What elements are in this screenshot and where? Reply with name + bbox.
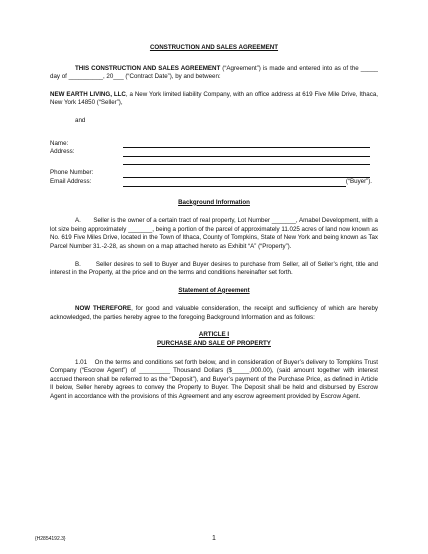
email-field[interactable] — [123, 180, 346, 187]
seller-text: , a New York limited liability Company, with an office address at 619 Five Mile Drive, Ithaca, New York 14850 (“Seller”), — [50, 90, 378, 107]
document-id: {H2854192.3} — [35, 536, 66, 542]
buyer-fields — [50, 140, 378, 187]
phone-label: Phone Number: — [50, 169, 94, 177]
phone-field[interactable] — [123, 171, 370, 178]
page-footer — [35, 536, 393, 542]
name-row — [50, 140, 378, 149]
background-heading: Background Information — [178, 198, 250, 206]
name-field[interactable] — [123, 141, 370, 148]
address-row-2 — [50, 157, 378, 166]
intro-bold-lead: THIS CONSTRUCTION AND SALES AGREEMENT — [75, 64, 221, 72]
email-label: Email Address: — [50, 177, 92, 185]
address-field-line-1[interactable] — [123, 150, 370, 157]
background-para-b: B. Seller desires to sell to Buyer and Buyer desires to purchase from Seller, all of Seller’s right, title and interest in the Property, at the price and on the terms and conditions hereinafter set forth. — [50, 260, 378, 277]
document-title: CONSTRUCTION AND SALES AGREEMENT — [149, 44, 279, 51]
and-text: and — [75, 116, 86, 124]
statement-heading: Statement of Agreement — [178, 286, 250, 294]
article-heading — [50, 331, 378, 348]
statement-text: , for good and valuable consideration, the receipt and sufficiency of which are hereby acknowledged, the parties hereby agree to the foregoing Background Information and as follows: — [50, 305, 379, 321]
address-field-line-2[interactable] — [123, 158, 370, 165]
background-para-a: A. Seller is the owner of a certain tract of real property, Lot Number _______, Amabel Development, with a lot size being approximately _______, being a portion of the parcel of approximately 11.025 acres of land now known as No. 619 Five Miles Drive, located in the Town of Ithaca, County of Tompkins, State of New York and being known as Tax Parcel Number 31.-2-28, as shown on a map attached hereto as Exhibit “A” (“Property”). — [50, 217, 378, 250]
intro-paragraph — [50, 65, 378, 82]
page-number: 1 — [212, 535, 216, 542]
seller-name: NEW EARTH LIVING, LLC — [50, 90, 126, 98]
intro-text: (“Agreement”) is made and entered into as of the _____ day of __________, 20___ (“Contract Date”), by and between: — [50, 64, 378, 81]
seller-paragraph — [50, 91, 378, 108]
buyer-suffix: (“Buyer”). — [345, 177, 372, 185]
article-number: ARTICLE I — [198, 331, 230, 339]
address-label: Address: — [50, 148, 75, 156]
statement-paragraph — [50, 305, 378, 322]
email-row — [50, 178, 378, 187]
article-para-1-01: 1.01 On the terms and conditions set forth below, and in consideration of Buyer’s delivery to Tompkins Trust Company (“Escrow Agent”) of _________ Thousand Dollars ($_____,000.00), (said amount together with interest accrued thereon shall be referred to as the “Deposit”), and Buyer’s payment of the Purchase Price, as defined in Article II below, Seller hereby agrees to convey the Property to Buyer. The Deposit shall be held and disbursed by Escrow Agent in accordance with the provisions of this Agreement and any escrow agreement provided by Escrow Agent. — [50, 358, 378, 401]
phone-row — [50, 169, 378, 178]
address-row — [50, 148, 378, 157]
statement-bold-lead: NOW THEREFORE — [75, 305, 132, 313]
article-title: PURCHASE AND SALE OF PROPERTY — [157, 340, 271, 348]
name-label: Name: — [50, 139, 69, 147]
